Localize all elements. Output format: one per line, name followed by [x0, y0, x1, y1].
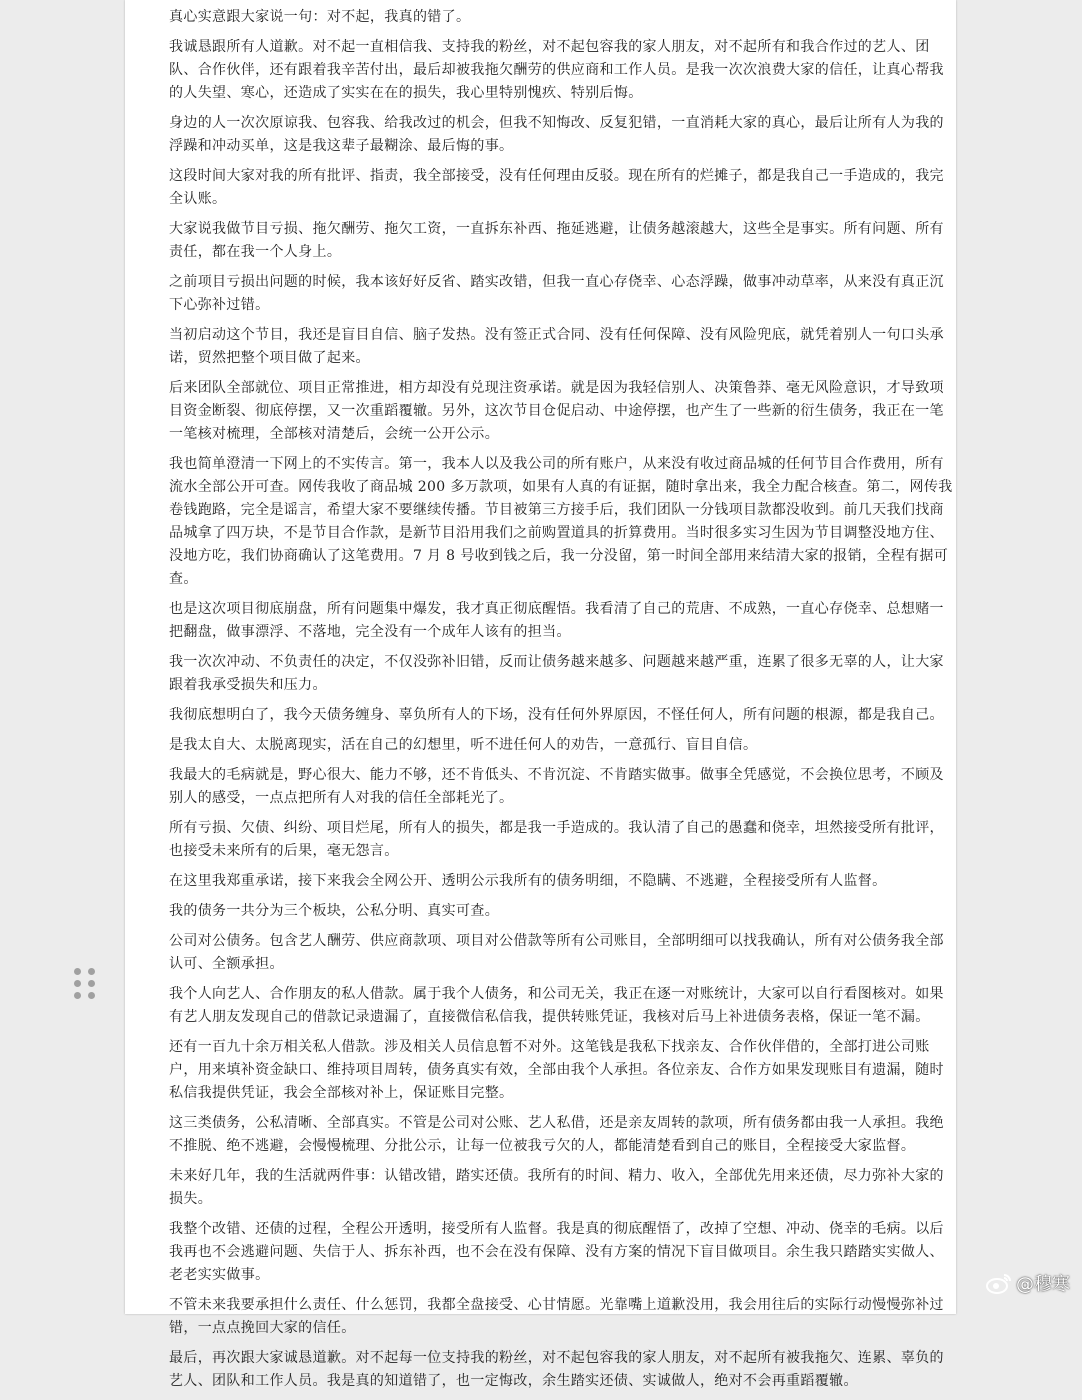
weibo-logo-icon	[986, 1272, 1012, 1294]
watermark-account: @穆寒	[1016, 1274, 1070, 1295]
paragraph: 所有亏损、欠债、纠纷、项目烂尾，所有人的损失，都是我一手造成的。我认清了自己的愚蠢和侥幸，坦然接受所有批评，也接受未来所有的后果，毫无怨言。	[169, 820, 944, 859]
paragraph: 我的债务一共分为三个板块，公私分明、真实可查。	[169, 903, 500, 919]
paragraph: 未来好几年，我的生活就两件事：认错改错，踏实还债。我所有的时间、精力、收入，全部优先用来还债，尽力弥补大家的损失。	[169, 1168, 944, 1207]
paragraph: 不管未来我要承担什么责任、什么惩罚，我都全盘接受、心甘情愿。光靠嘴上道歉没用，我会用往后的实际行动慢慢弥补过错，一点点挽回大家的信任。	[169, 1297, 944, 1336]
paragraph: 我彻底想明白了，我今天债务缠身、辜负所有人的下场，没有任何外界原因，不怪任何人，所有问题的根源，都是我自己。	[169, 707, 944, 723]
paragraph: 我诚恳跟所有人道歉。对不起一直相信我、支持我的粉丝，对不起包容我的家人朋友，对不起所有和我合作过的艺人、团队、合作伙伴，还有跟着我辛苦付出，最后却被我拖欠酬劳的供应商和工作人员。是我一次次浪费大家的信任，让真心帮我的人失望、寒心，还造成了实实在在的损失，我心里特别愧疚、特别后悔。	[169, 39, 944, 101]
paragraph: 之前项目亏损出问题的时候，我本该好好反省、踏实改错，但我一直心存侥幸、心态浮躁，做事冲动草率，从来没有真正沉下心弥补过错。	[169, 274, 944, 313]
paragraph: 还有一百九十余万相关私人借款。涉及相关人员信息暂不对外。这笔钱是我私下找亲友、合作伙伴借的，全部打进公司账户，用来填补资金缺口、维持项目周转，债务真实有效，全部由我个人承担。各位亲友、合作方如果发现账目有遗漏，随时私信我提供凭证，我会全部核对补上，保证账目完整。	[169, 1039, 944, 1101]
paragraph: 我最大的毛病就是，野心很大、能力不够，还不肯低头、不肯沉淀、不肯踏实做事。做事全凭感觉，不会换位思考，不顾及别人的感受，一点点把所有人对我的信任全部耗光了。	[169, 767, 944, 806]
document-body	[169, 6, 957, 1400]
paragraph: 我整个改错、还债的过程，全程公开透明，接受所有人监督。我是真的彻底醒悟了，改掉了空想、冲动、侥幸的毛病。以后我再也不会逃避问题、失信于人、拆东补西，也不会在没有保障、没有方案的情况下盲目做项目。余生我只踏踏实实做人、老老实实做事。	[169, 1221, 944, 1283]
paragraph: 真心实意跟大家说一句：对不起，我真的错了。	[169, 9, 471, 25]
paragraph: 我个人向艺人、合作朋友的私人借款。属于我个人债务，和公司无关，我正在逐一对账统计，大家可以自行看图核对。如果有艺人朋友发现自己的借款记录遗漏了，直接微信私信我，提供转账凭证，我核对后马上补进债务表格，保证一笔不漏。	[169, 986, 944, 1025]
right-margin-area	[956, 0, 1082, 1314]
paragraph: 在这里我郑重承诺，接下来我会全网公开、透明公示我所有的债务明细，不隐瞒、不逃避，全程接受所有人监督。	[169, 873, 887, 889]
paragraph: 我一次次冲动、不负责任的决定，不仅没弥补旧错，反而让债务越来越多、问题越来越严重，连累了很多无辜的人，让大家跟着我承受损失和压力。	[169, 654, 944, 693]
paragraph: 后来团队全部就位、项目正常推进，相方却没有兑现注资承诺。就是因为我轻信别人、决策鲁莽、毫无风险意识，才导致项目资金断裂、彻底停摆，又一次重蹈覆辙。另外，这次节目仓促启动、中途停摆，也产生了一些新的衍生债务，我正在一笔一笔核对梳理，全部核对清楚后，会统一公开公示。	[169, 380, 944, 442]
paragraph: 我也简单澄清一下网上的不实传言。第一，我本人以及我公司的所有账户，从来没有收过商品城的任何节目合作费用，所有流水全部公开可查。网传我收了商品城 200 多万款项，如果有人真的有证据，随时拿出来，我全力配合核查。第二，网传我卷钱跑路，完全是谣言，希望大家不要继续传播。节目被第三方接手后，我们团队一分钱项目款都没收到。前几天我们找商品城拿了四万块，不是节目合作款，是新节目沿用我们之前购置道具的折算费用。当时很多实习生因为节目调整没地方住、没地方吃，我们协商确认了这笔费用。7 月 8 号收到钱之后，我一分没留，第一时间全部用来结清大家的报销，全程有据可查。	[169, 456, 953, 587]
paragraph: 当初启动这个节目，我还是盲目自信、脑子发热。没有签正式合同、没有任何保障、没有风险兜底，就凭着别人一句口头承诺，贸然把整个项目做了起来。	[169, 327, 944, 366]
paragraph: 大家说我做节目亏损、拖欠酬劳、拖欠工资，一直拆东补西、拖延逃避，让债务越滚越大，这些全是事实。所有问题、所有责任，都在我一个人身上。	[169, 221, 944, 260]
paragraph: 也是这次项目彻底崩盘，所有问题集中爆发，我才真正彻底醒悟。我看清了自己的荒唐、不成熟，一直心存侥幸、总想赌一把翻盘，做事漂浮、不落地，完全没有一个成年人该有的担当。	[169, 601, 944, 640]
paragraph: 公司对公债务。包含艺人酬劳、供应商款项、项目对公借款等所有公司账目，全部明细可以找我确认，所有对公债务我全部认可、全额承担。	[169, 933, 944, 972]
paragraph: 是我太自大、太脱离现实，活在自己的幻想里，听不进任何人的劝告，一意孤行、盲目自信。	[169, 737, 758, 753]
paragraph: 这段时间大家对我的所有批评、指责，我全部接受，没有任何理由反驳。现在所有的烂摊子，都是我自己一手造成的，我完全认账。	[169, 168, 944, 207]
watermark	[986, 1270, 1070, 1296]
drag-handle-icon[interactable]	[74, 968, 96, 998]
paragraph: 这三类债务，公私清晰、全部真实。不管是公司对公账、艺人私借，还是亲友周转的款项，所有债务都由我一人承担。我绝不推脱、绝不逃避，会慢慢梳理、分批公示，让每一位被我亏欠的人，都能清楚看到自己的账目，全程接受大家监督。	[169, 1115, 944, 1154]
paragraph: 最后，再次跟大家诚恳道歉。对不起每一位支持我的粉丝，对不起包容我的家人朋友，对不起所有被我拖欠、连累、辜负的艺人、团队和工作人员。我是真的知道错了，也一定悔改，余生踏实还债、实诚做人，绝对不会再重蹈覆辙。	[169, 1350, 944, 1389]
left-margin-area	[0, 0, 125, 1314]
paragraph: 身边的人一次次原谅我、包容我、给我改过的机会，但我不知悔改、反复犯错，一直消耗大家的真心，最后让所有人为我的浮躁和冲动买单，这是我这辈子最糊涂、最后悔的事。	[169, 115, 944, 154]
document-page	[125, 0, 956, 1389]
